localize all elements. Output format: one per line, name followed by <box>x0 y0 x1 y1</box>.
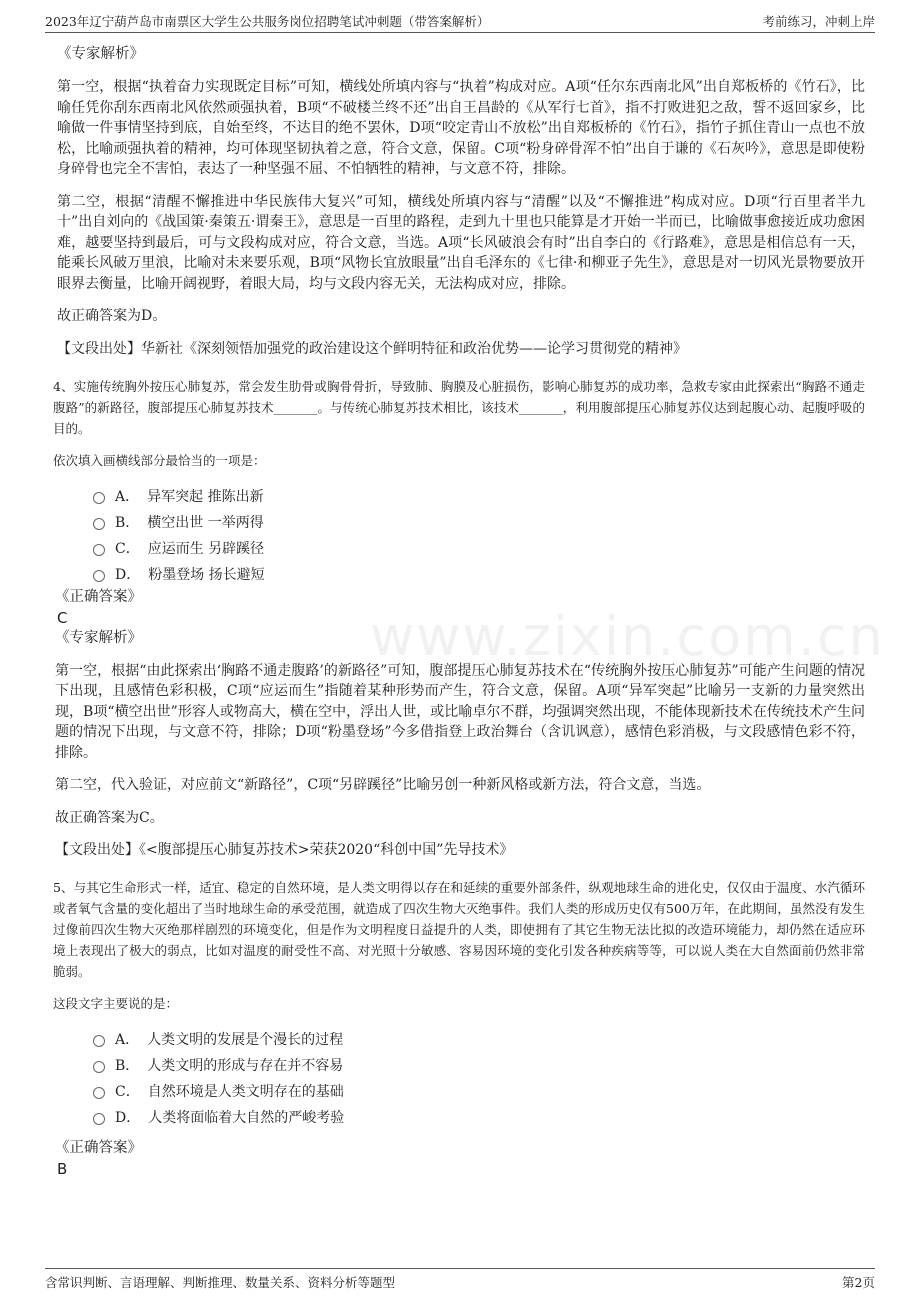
option-text: 自然环境是人类文明存在的基础 <box>147 1084 344 1100</box>
question-prompt: 这段文字主要说的是： <box>53 996 179 1011</box>
analysis-conclusion: 故正确答案为D。 <box>57 308 167 324</box>
document-title: 2023年辽宁葫芦岛市南票区大学生公共服务岗位招聘笔试冲刺题（带答案解析） <box>45 14 490 29</box>
analysis-label: 《专家解析》 <box>55 629 142 646</box>
analysis-paragraph: 第二空，代入验证，对应前文“新路径”，C项“另辟蹊径”比喻另创一种新风格或新方法，符合文意，当选。 <box>55 777 711 793</box>
option-d[interactable] <box>93 1104 865 1130</box>
question-3-analysis <box>57 44 865 360</box>
option-text: 异军突起 推陈出新 <box>147 488 264 505</box>
option-c[interactable] <box>93 1078 865 1104</box>
option-letter: A． <box>115 488 140 505</box>
option-c[interactable] <box>93 535 865 561</box>
option-letter: B． <box>115 1058 140 1074</box>
answer-label: 《正确答案》 <box>55 1140 142 1156</box>
radio-icon[interactable] <box>93 1087 105 1099</box>
option-letter: A． <box>115 1032 140 1048</box>
correct-answer: C <box>57 608 68 627</box>
question-5 <box>55 877 865 1179</box>
question-prompt: 依次填入画横线部分最恰当的一项是： <box>53 452 266 468</box>
option-text: 应运而生 另辟蹊径 <box>147 540 265 557</box>
option-text: 人类将面临着大自然的严峻考验 <box>148 1110 345 1126</box>
answer-label: 《正确答案》 <box>55 588 142 605</box>
footer-categories: 含常识判断、言语理解、判断推理、数量关系、资料分析等题型 <box>45 1275 396 1290</box>
option-letter: C． <box>115 1084 140 1100</box>
analysis-conclusion: 故正确答案为C。 <box>55 809 164 826</box>
option-letter: B． <box>115 514 140 531</box>
option-b[interactable] <box>93 1052 865 1078</box>
option-list <box>93 483 865 587</box>
option-d[interactable] <box>93 561 865 587</box>
radio-icon[interactable] <box>93 570 105 582</box>
analysis-paragraph: 第一空，根据“由此探索出‘胸路不通走腹路’的新路径”可知，腹部提压心肺复苏技术在“传统胸外按压心肺复苏”可能产生问题的情况下出现，且感情色彩积极，C项“应运而生”指随着某种形势而产生，符合文意，保留。A项“异军突起”比喻另一支新的力量突然出现，B项“横空出世”形容人或物高大，横在空中，浮出人世，或比喻卓尔不群，均强调突然出现，不能体现新技术在传统技术产生问题的情况下出现，与文意不符，排除；D项“粉墨登场”今多借指登上政治舞台（含讥讽意），感情色彩消极，与文段感情色彩不符，排除。 <box>55 662 865 761</box>
option-letter: D． <box>115 566 141 583</box>
option-text: 人类文明的形成与存在并不容易 <box>147 1058 344 1074</box>
radio-icon[interactable] <box>93 1035 105 1047</box>
analysis-paragraph: 第一空，根据“执着奋力实现既定目标”可知，横线处所填内容与“执着”构成对应。A项“任尔东西南北风”出自郑板桥的《竹石》，比喻任凭你刮东西南北风依然顽强执着，B项“不破楼兰终不还”出自王昌龄的《从军行七首》，指不打败进犯之敌，誓不返回家乡，比喻做一件事情坚持到底，自始至终，不达目的绝不罢休，D项“咬定青山不放松”出自郑板桥的《竹石》，指竹子抓住青山一点也不放松，比喻顽强执着的精神，均可体现坚韧执着之意，符合文意，保留。C项“粉身碎骨浑不怕”出自于谦的《石灰吟》，意思是即使粉身碎骨也完全不害怕，表达了一种坚强不屈、不怕牺牲的精神，与文意不符，排除。 <box>57 79 865 177</box>
option-a[interactable] <box>93 483 865 509</box>
option-text: 粉墨登场 扬长避短 <box>148 566 265 583</box>
passage-source: 【文段出处】华新社《深刻领悟加强党的政治建设这个鲜明特征和政治优势——论学习贯彻党的精神》 <box>57 340 687 357</box>
question-stem: 4、实施传统胸外按压心肺复苏，常会发生肋骨或胸骨骨折，导致肺、胸膜及心脏损伤，影响心肺复苏的成功率，急救专家由此探索出“胸路不通走腹路”的新路径，腹部提压心肺复苏技术_______。与传统心肺复苏技术相比，该技术_______，利用腹部提压心肺复苏仪达到起腹心动、起腹呼吸的目的。 <box>53 378 865 436</box>
page-number: 第2页 <box>842 1275 875 1290</box>
question-4 <box>55 376 865 862</box>
option-b[interactable] <box>93 509 865 535</box>
header-slogan: 考前练习，冲刺上岸 <box>762 14 875 29</box>
option-letter: C． <box>115 540 140 557</box>
radio-icon[interactable] <box>93 1061 105 1073</box>
page-content <box>55 44 865 1179</box>
option-a[interactable] <box>93 1026 865 1052</box>
passage-source: 【文段出处】《<腹部提压心肺复苏技术>荣获2020“科创中国”先导技术》 <box>55 842 514 858</box>
correct-answer: B <box>57 1160 68 1178</box>
analysis-paragraph: 第二空，根据“清醒不懈推进中华民族伟大复兴”可知，横线处所填内容与“清醒”以及“不懈推进”构成对应。D项“行百里者半九十”出自刘向的《战国策·秦策五·谓秦王》，意思是一百里的路程，走到九十里也只能算是才开始一半而已，比喻做事愈接近成功愈困难，越要坚持到最后，可与文段构成对应，符合文意，当选。A项“长风破浪会有时”出自李白的《行路难》，意思是相信总有一天，能乘长风破万里浪，比喻对未来要乐观，B项“风物长宜放眼量”出自毛泽东的《七律·和柳亚子先生》，意思是对一切风光景物要放开眼界去衡量，比喻开阔视野，着眼大局，均与文段内容无关，无法构成对应，排除。 <box>57 193 865 292</box>
radio-icon[interactable] <box>93 492 105 504</box>
analysis-label: 《专家解析》 <box>57 46 144 62</box>
radio-icon[interactable] <box>93 1113 105 1125</box>
option-text: 人类文明的发展是个漫长的过程 <box>147 1032 344 1048</box>
question-stem: 5、与其它生命形式一样，适宜、稳定的自然环境，是人类文明得以存在和延续的重要外部条件，纵观地球生命的进化史，仅仅由于温度、水汽循环或者氧气含量的变化超出了当时地球生命的承受范围，就造成了四次生物大灭绝事件。我们人类的形成历史仅有500万年，在此期间，虽然没有发生过像前四次生物大灭绝那样剧烈的环境变化，但是作为文明程度日益提升的人类，即使拥有了其它生物无法比拟的改造环境能力，却仍然在适应环境上表现出了极大的弱点，比如对温度的耐受性不高、对光照十分敏感、容易因环境的变化引发各种疾病等等，可以说人类在大自然面前仍然非常脆弱。 <box>53 880 865 979</box>
option-list <box>93 1026 865 1130</box>
watermark: www.zixin.com.cn <box>370 605 885 668</box>
radio-icon[interactable] <box>93 518 105 530</box>
option-letter: D． <box>115 1110 141 1126</box>
option-text: 横空出世 一举两得 <box>147 514 264 531</box>
page-header <box>45 10 875 33</box>
page-footer <box>45 1268 875 1291</box>
radio-icon[interactable] <box>93 544 105 556</box>
